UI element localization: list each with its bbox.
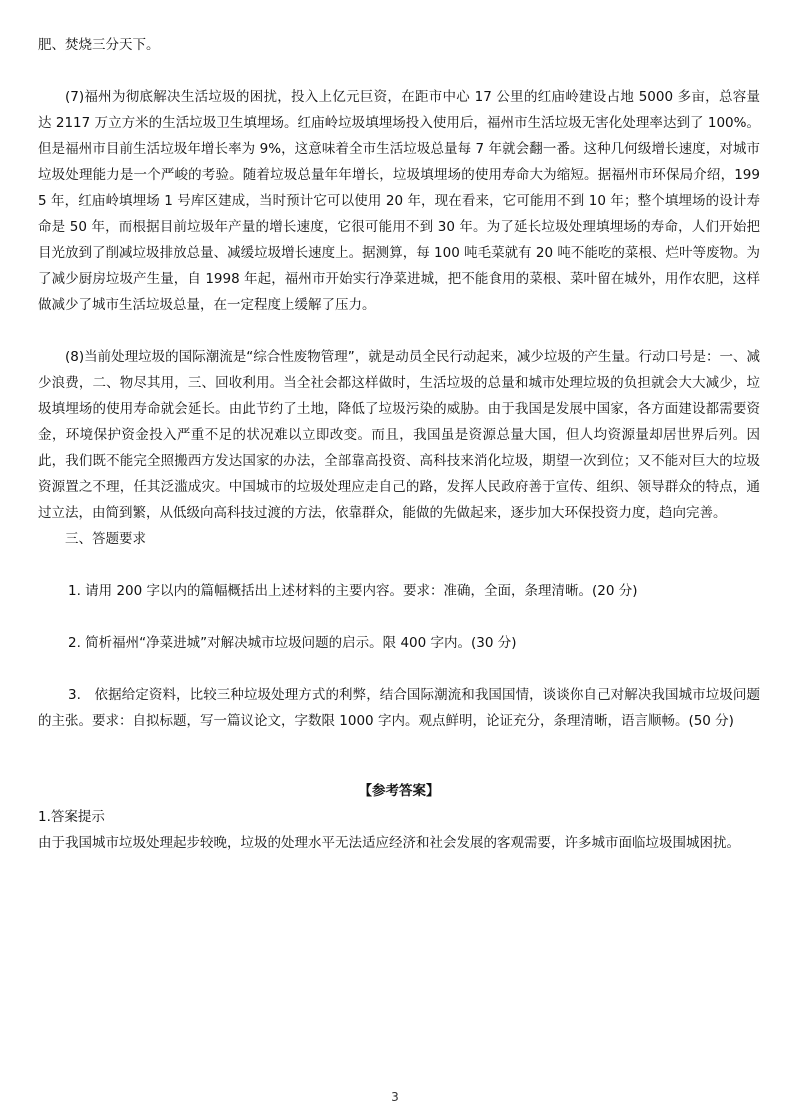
paragraph-8: (8)当前处理垃圾的国际潮流是“综合性废物管理”，就是动员全民行动起来，减少垃圾的产生量。行动口号是：一、减少浪费，二、物尽其用，三、回收利用。当全社会都这样做时，生活垃圾的总量和城市处理垃圾的负担就会大大减少，垃圾填埋场的使用寿命就会延长。由此节约了土地，降低了垃圾污染的威胁。由于我国是发展中国家，各方面建设都需要资金，环境保护资金投入严重不足的状况难以立即改变。而且，我国虽是资源总量大国，但人均资源量却居世界后列。因此，我们既不能完全照搬西方发达国家的办法，全部靠高投资、高科技来消化垃圾，期望一次到位；又不能对巨大的垃圾资源置之不理，任其泛滥成灾。中国城市的垃圾处理应走自己的路，发挥人民政府善于宣传、组织、领导群众的特点，通过立法，由简到繁，从低级向高科技过渡的方法，依靠群众，能做的先做起来，逐步加大环保投资力度，趋向完善。 bbox=[38, 349, 760, 521]
requirement-1: 1. 请用 200 字以内的篇幅概括出上述材料的主要内容。要求：准确，全面，条理清晰。(20 分) bbox=[68, 583, 638, 599]
document-page bbox=[38, 32, 760, 856]
answer-hint-text: 由于我国城市垃圾处理起步较晚，垃圾的处理水平无法适应经济和社会发展的客观需要，许多城市面临垃圾围城困扰。 bbox=[38, 835, 740, 851]
section-heading: 三、答题要求 bbox=[65, 531, 146, 547]
answer-hint-label: 1.答案提示 bbox=[38, 809, 105, 825]
requirement-2: 2. 简析福州“净菜进城”对解决城市垃圾问题的启示。限 400 字内。(30 分) bbox=[68, 635, 517, 651]
continued-line: 肥、焚烧三分天下。 bbox=[38, 37, 160, 53]
answer-title: 【参考答案】 bbox=[358, 783, 440, 799]
paragraph-7: (7)福州为彻底解决生活垃圾的困扰，投入上亿元巨资，在距市中心 17 公里的红庙岭建设占地 5000 多亩，总容量达 2117 万立方米的生活垃圾卫生填埋场。红庙岭垃圾填埋场投入使用后，福州市生活垃圾无害化处理率达到了 100%。但是福州市目前生活垃圾年增长率为 9%，这意味着全市生活垃圾总量每 7 年就会翻一番。这种几何级增长速度，对城市垃圾处理能力是一个严峻的考验。随着垃圾总量年年增长，垃圾填埋场的使用寿命大为缩短。据福州市环保局介绍，1995 年，红庙岭填埋场 1 号库区建成，当时预计它可以使用 20 年，现在看来，它可能用不到 10 年；整个填埋场的设计寿命是 50 年，而根据目前垃圾年产量的增长速度，它很可能用不到 30 年。为了延长垃圾处理填埋场的寿命，人们开始把目光放到了削减垃圾排放总量、减缓垃圾增长速度上。据测算，每 100 吨毛菜就有 20 吨不能吃的菜根、烂叶等废物。为了减少厨房垃圾产生量，自 1998 年起，福州市开始实行净菜进城，把不能食用的菜根、菜叶留在城外，用作农肥，这样做减少了城市生活垃圾总量，在一定程度上缓解了压力。 bbox=[38, 89, 760, 313]
page-number: 3 bbox=[391, 1090, 399, 1104]
requirement-3: 3. 依据给定资料，比较三种垃圾处理方式的利弊，结合国际潮流和我国国情，谈谈你自己对解决我国城市垃圾问题的主张。要求：自拟标题，写一篇议论文，字数限 1000 字内。观点鲜明，论证充分，条理清晰，语言顺畅。(50 分) bbox=[38, 687, 760, 729]
